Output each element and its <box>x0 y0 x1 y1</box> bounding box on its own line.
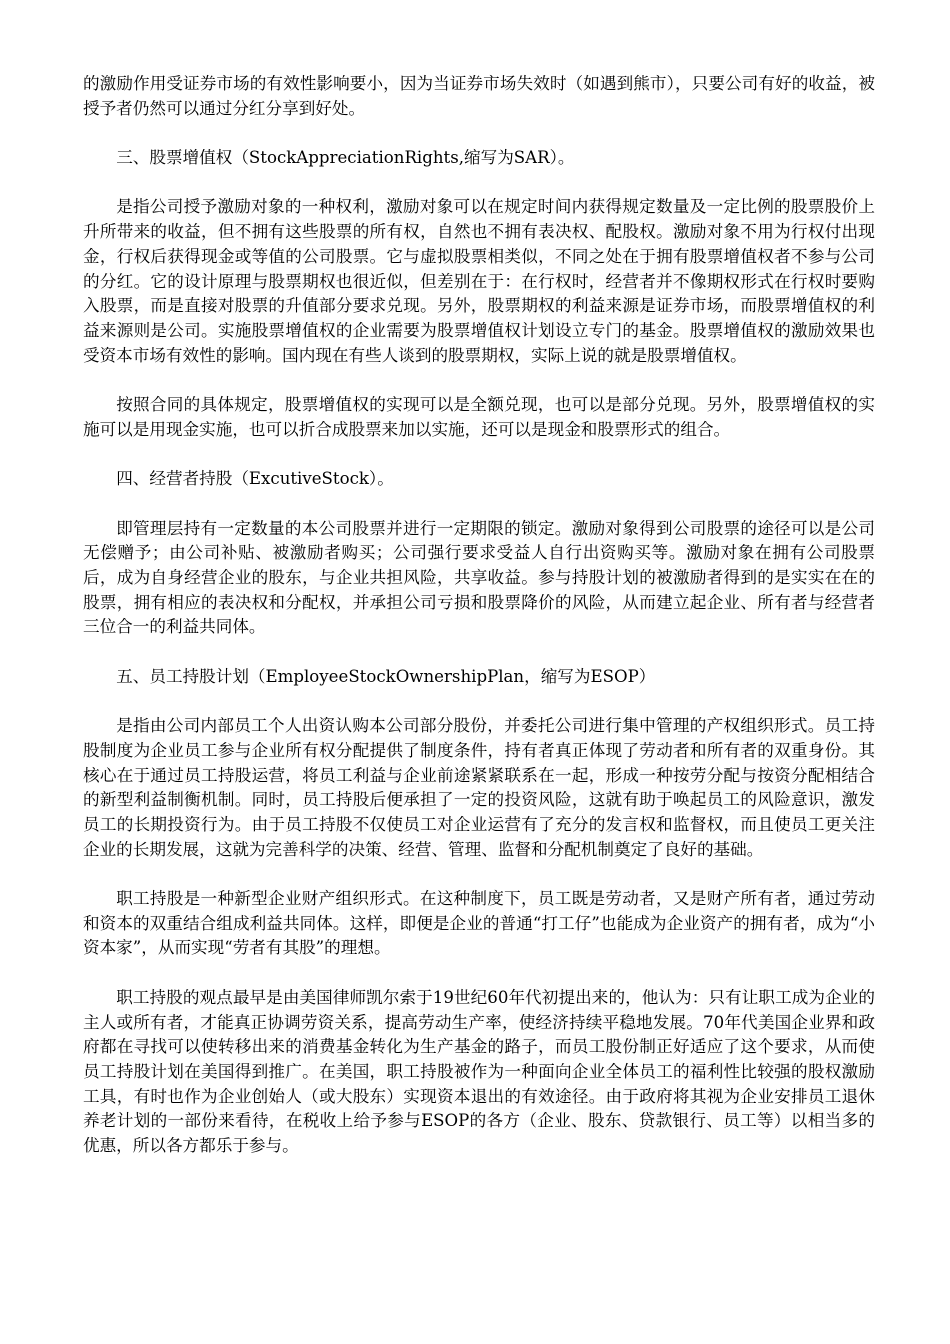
section-heading-esop: 五、员工持股计划（EmployeeStockOwnershipPlan，缩写为ESOP） <box>116 666 656 686</box>
section-heading-sar: 三、股票增值权（StockAppreciationRights,缩写为SAR）。 <box>116 148 575 168</box>
paragraph-continued: 的激励作用受证券市场的有效性影响要小，因为当证券市场失效时（如遇到熊市），只要公司有好的收益，被授予者仍然可以通过分红分享到好处。 <box>83 74 875 118</box>
paragraph-executive-stock: 即管理层持有一定数量的本公司股票并进行一定期限的锁定。激励对象得到公司股票的途径可以是公司无偿赠予；由公司补贴、被激励者购买；公司强行要求受益人自行出资购买等。激励对象在拥有公司股票后，成为自身经营企业的股东，与企业共担风险，共享收益。参与持股计划的被激励者得到的是实实在在的股票，拥有相应的表决权和分配权，并承担公司亏损和股票降价的风险，从而建立起企业、所有者与经营者三位合一的利益共同体。 <box>83 518 875 637</box>
paragraph-esop-definition: 是指由公司内部员工个人出资认购本公司部分股份，并委托公司进行集中管理的产权组织形式。员工持股制度为企业员工参与企业所有权分配提供了制度条件，持有者真正体现了劳动者和所有者的双重身份。其核心在于通过员工持股运营，将员工利益与企业前途紧紧联系在一起，形成一种按劳分配与按资分配相结合的新型利益制衡机制。同时，员工持股后便承担了一定的投资风险，这就有助于唤起员工的风险意识，激发员工的长期投资行为。由于员工持股不仅使员工对企业运营有了充分的发言权和监督权，而且使员工更关注企业的长期发展，这就为完善科学的决策、经营、管理、监督和分配机制奠定了良好的基础。 <box>83 716 875 859</box>
document-page <box>83 72 875 1183</box>
paragraph-sar-implementation: 按照合同的具体规定，股票增值权的实现可以是全额兑现，也可以是部分兑现。另外，股票增值权的实施可以是用现金实施，也可以折合成股票来加以实施，还可以是现金和股票形式的组合。 <box>83 395 875 439</box>
paragraph-sar-definition: 是指公司授予激励对象的一种权利，激励对象可以在规定时间内获得规定数量及一定比例的股票股价上升所带来的收益，但不拥有这些股票的所有权，自然也不拥有表决权、配股权。激励对象不用为行权付出现金，行权后获得现金或等值的公司股票。它与虚拟股票相类似，不同之处在于拥有股票增值权者不参与公司的分红。它的设计原理与股票期权也很近似，但差别在于：在行权时，经营者并不像期权形式在行权时要购入股票，而是直接对股票的升值部分要求兑现。另外，股票期权的利益来源是证券市场，而股票增值权的利益来源则是公司。实施股票增值权的企业需要为股票增值权计划设立专门的基金。股票增值权的激励效果也受资本市场有效性的影响。国内现在有些人谈到的股票期权，实际上说的就是股票增值权。 <box>83 197 875 365</box>
paragraph-esop-history: 职工持股的观点最早是由美国律师凯尔索于19世纪60年代初提出来的，他认为：只有让职工成为企业的主人或所有者，才能真正协调劳资关系，提高劳动生产率，使经济持续平稳地发展。70年代美国企业界和政府都在寻找可以使转移出来的消费基金转化为生产基金的路子，而员工股份制正好适应了这个要求，从而使员工持股计划在美国得到推广。在美国，职工持股被作为一种面向企业全体员工的福利性比较强的股权激励工具，有时也作为企业创始人（或大股东）实现资本退出的有效途径。由于政府将其视为企业安排员工退休养老计划的一部份来看待，在税收上给予参与ESOP的各方（企业、股东、贷款银行、员工等）以相当多的优惠，所以各方都乐于参与。 <box>83 987 875 1156</box>
section-heading-executive-stock: 四、经营者持股（ExcutiveStock）。 <box>116 469 394 489</box>
paragraph-employee-ownership: 职工持股是一种新型企业财产组织形式。在这种制度下，员工既是劳动者，又是财产所有者，通过劳动和资本的双重结合组成利益共同体。这样，即便是企业的普通“打工仔”也能成为企业资产的拥有者，成为“小资本家”，从而实现“劳者有其股”的理想。 <box>83 889 875 958</box>
